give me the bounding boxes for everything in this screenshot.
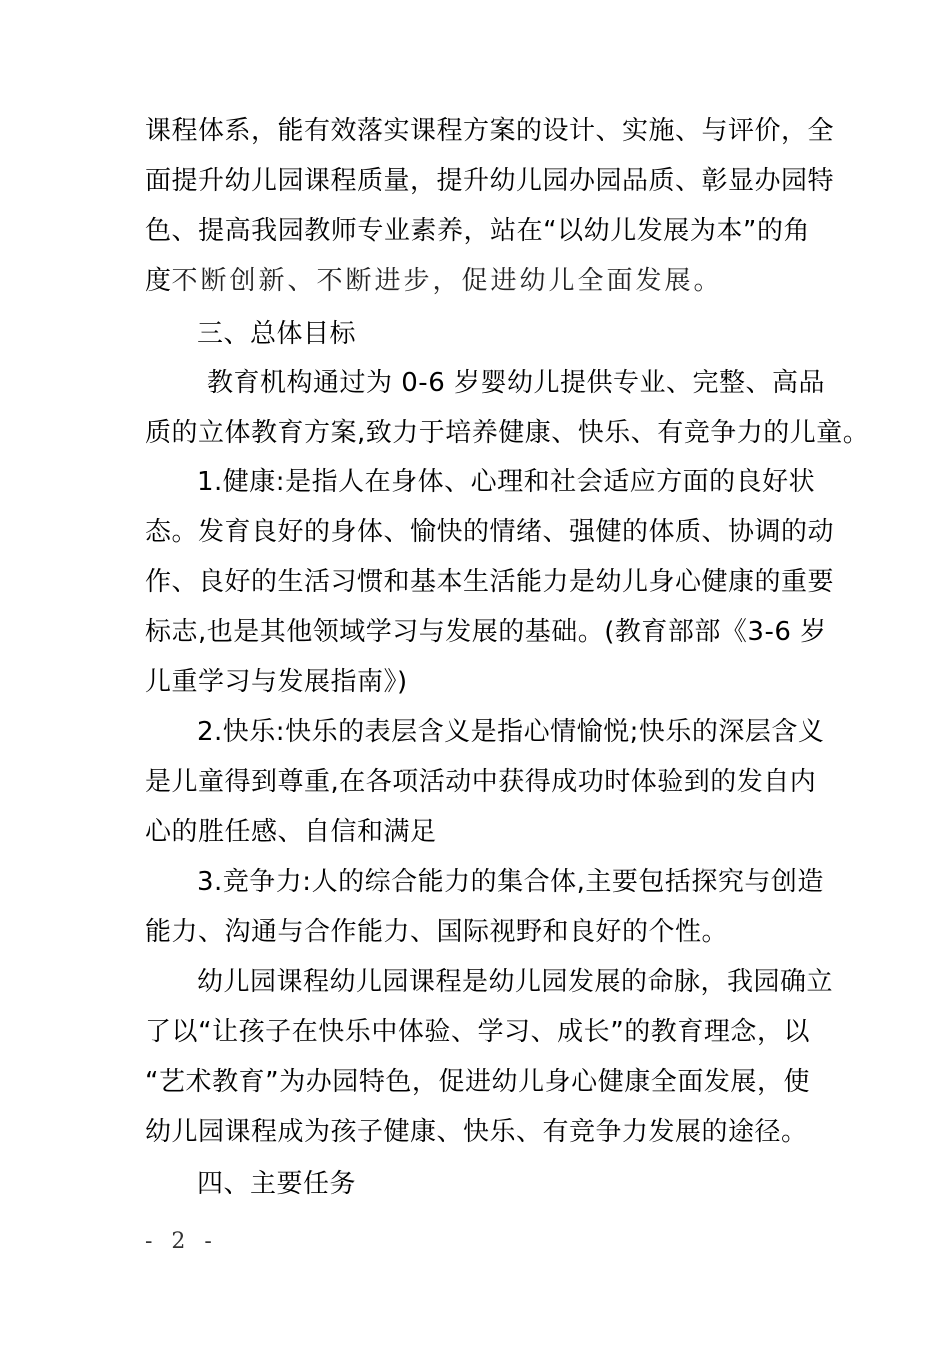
page-number: - 2 - bbox=[145, 1229, 218, 1254]
paragraph-line: 心的胜任感、自信和满足 bbox=[145, 817, 437, 847]
paragraph-line: 色、提高我园教师专业素养，站在“以幼儿发展为本”的角 bbox=[145, 216, 810, 246]
paragraph-line: 标志,也是其他领域学习与发展的基础。(教育部部《3-6 岁 bbox=[145, 617, 827, 647]
paragraph-line: 幼儿园课程幼儿园课程是幼儿园发展的命脉，我园确立 bbox=[197, 967, 834, 997]
paragraph-line: 幼儿园课程成为孩子健康、快乐、有竞争力发展的途径。 bbox=[145, 1117, 808, 1147]
paragraph-line: 儿重学习与发展指南》) bbox=[145, 667, 408, 697]
paragraph-line: 质的立体教育方案,致力于培养健康、快乐、有竞争力的儿童。 bbox=[145, 418, 870, 448]
paragraph-line: 态。发育良好的身体、愉快的情绪、强健的体质、协调的动 bbox=[145, 517, 835, 547]
paragraph-fragment: 不断创新、不断进步，促进幼儿全面发展。 bbox=[171, 266, 723, 296]
paragraph-line: “艺术教育”为办园特色，促进幼儿身心健康全面发展，使 bbox=[145, 1067, 810, 1097]
paragraph-line: 面提升幼儿园课程质量，提升幼儿园办园品质、彰显办园特 bbox=[145, 166, 835, 196]
section-heading: 三、总体目标 bbox=[197, 319, 357, 349]
paragraph-line: 作、良好的生活习惯和基本生活能力是幼儿身心健康的重要 bbox=[145, 567, 835, 597]
paragraph-line: 3.竞争力:人的综合能力的集合体,主要包括探究与创造 bbox=[197, 867, 824, 897]
paragraph-line: 课程体系，能有效落实课程方案的设计、实施、与评价，全 bbox=[145, 116, 835, 146]
section-heading: 四、主要任务 bbox=[197, 1169, 357, 1199]
paragraph-line: 1.健康:是指人在身体、心理和社会适应方面的良好状 bbox=[197, 467, 816, 497]
paragraph-line: 是儿童得到尊重,在各项活动中获得成功时体验到的发自内 bbox=[145, 767, 817, 797]
paragraph-line: 教育机构通过为 0-6 岁婴幼儿提供专业、完整、高品 bbox=[207, 368, 825, 398]
paragraph-line: 了以“让孩子在快乐中体验、学习、成长”的教育理念，以 bbox=[145, 1017, 810, 1047]
paragraph-line: 能力、沟通与合作能力、国际视野和良好的个性。 bbox=[145, 917, 729, 947]
paragraph-fragment: 度 bbox=[145, 266, 172, 296]
paragraph-line: 2.快乐:快乐的表层含义是指心情愉悦;快乐的深层含义 bbox=[197, 717, 825, 747]
paragraph-line bbox=[145, 264, 810, 298]
